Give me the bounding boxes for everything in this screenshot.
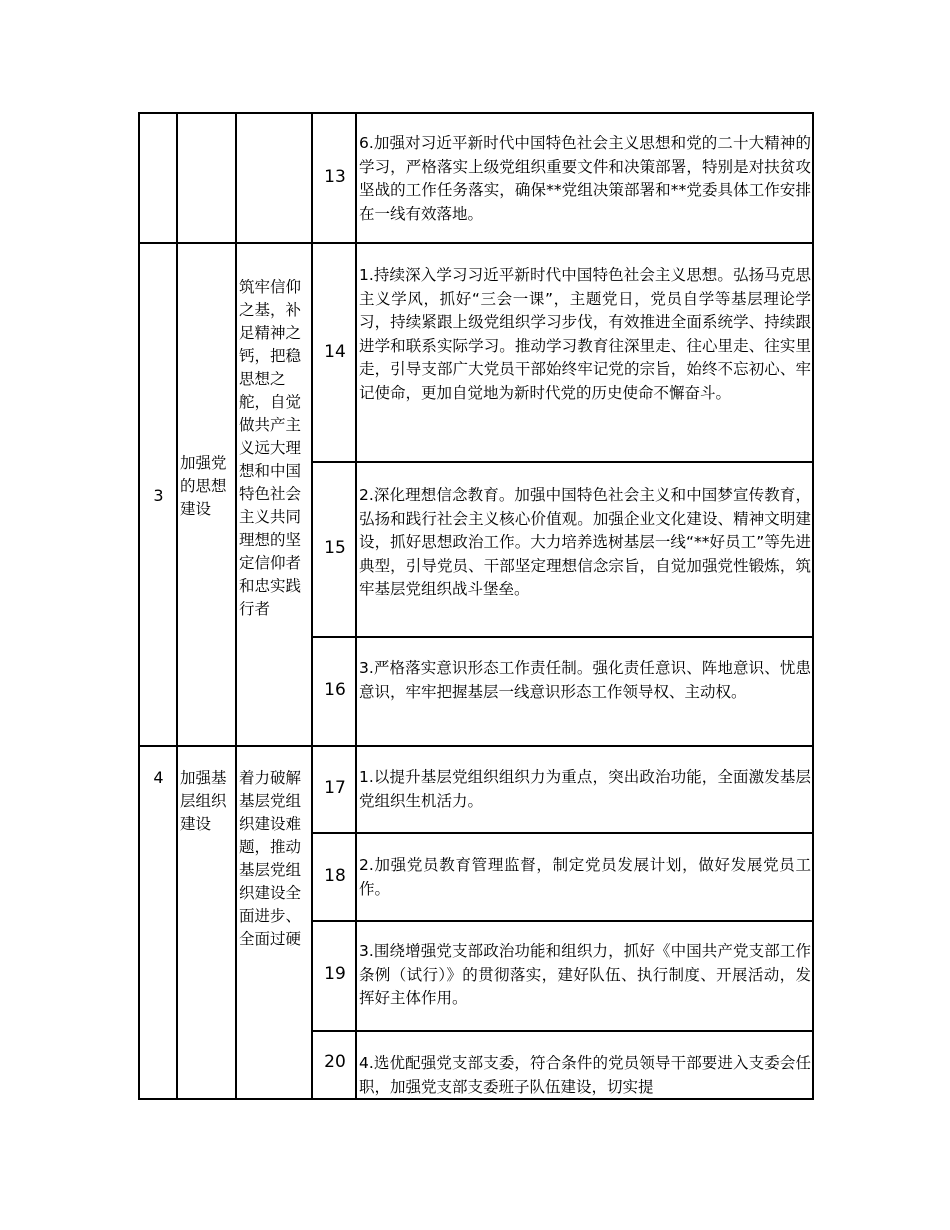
group-category: 加强基层组织建设 xyxy=(180,769,227,833)
group-seq: 3 xyxy=(153,486,164,505)
task-text: 6.加强对习近平新时代中国特色社会主义思想和党的二十大精神的学习，严格落实上级党组织重要文件和决策部署，特别是对扶贫攻坚战的工作任务落实，确保**党组决策部署和**党委具体工作安排在一线有效落地。 xyxy=(359,134,811,223)
group-goal: 筑牢信仰之基，补足精神之钙，把稳思想之舵，自觉做共产主义远大理想和中国特色社会主义共同理想的坚定信仰者和忠实践行者 xyxy=(239,278,302,618)
row-number: 16 xyxy=(324,680,346,700)
task-text: 1.持续深入学习习近平新时代中国特色社会主义思想。弘扬马克思主义学风，抓好“三会一课”，主题党日，党员自学等基层理论学习，持续紧跟上级党组织学习步伐，有效推进全面系统学、持续跟进学和联系实际学习。推动学习教育往深里走、往心里走、往实里走，引导支部广大党员干部始终牢记党的宗旨，始终不忘初心、牢记使命，更加自觉地为新时代党的历史使命不懈奋斗。 xyxy=(359,266,811,402)
row-divider xyxy=(311,920,814,922)
task-text: 3.严格落实意识形态工作责任制。强化责任意识、阵地意识、忧患意识，牢牢把握基层一线意识形态工作领导权、主动权。 xyxy=(359,659,811,701)
task-text: 2.深化理想信念教育。加强中国特色社会主义和中国梦宣传教育，弘扬和践行社会主义核心价值观。加强企业文化建设、精神文明建设，抓好思想政治工作。大力培养选树基层一线“**好员工”等先进典型，引导党员、干部坚定理想信念宗旨，自觉加强党性锻炼，筑牢基层党组织战斗堡垒。 xyxy=(359,486,811,598)
task-text: 3.围绕增强党支部政治功能和组织力，抓好《中国共产党支部工作条例（试行）》的贯彻落实，建好队伍、执行制度、开展活动，发挥好主体作用。 xyxy=(359,942,811,1007)
row-number: 20 xyxy=(324,1052,346,1072)
column-divider xyxy=(235,112,237,1100)
row-number: 14 xyxy=(324,342,346,362)
column-divider xyxy=(176,112,178,1100)
row-number: 17 xyxy=(324,778,346,798)
row-divider xyxy=(138,745,814,747)
row-divider xyxy=(311,636,814,638)
task-text: 2.加强党员教育管理监督，制定党员发展计划，做好发展党员工作。 xyxy=(359,856,811,898)
row-divider xyxy=(311,832,814,834)
row-divider xyxy=(138,242,814,244)
column-divider xyxy=(311,112,313,1100)
group-goal: 着力破解基层党组织建设难题，推动基层党组织建设全面进步、全面过硬 xyxy=(239,769,302,948)
row-number: 19 xyxy=(324,964,346,984)
row-divider xyxy=(311,1030,814,1032)
task-text: 4.选优配强党支部支委，符合条件的党员领导干部要进入支委会任职，加强党支部支委班子队伍建设，切实提 xyxy=(359,1054,811,1096)
group-category: 加强党的思想建设 xyxy=(180,454,227,518)
column-divider xyxy=(355,112,357,1100)
row-number: 15 xyxy=(324,538,346,558)
row-divider xyxy=(311,461,814,463)
group-seq: 4 xyxy=(153,768,164,787)
row-number: 18 xyxy=(324,866,346,886)
task-text: 1.以提升基层党组织组织力为重点，突出政治功能，全面激发基层党组织生机活力。 xyxy=(359,768,811,810)
row-number: 13 xyxy=(324,167,346,187)
